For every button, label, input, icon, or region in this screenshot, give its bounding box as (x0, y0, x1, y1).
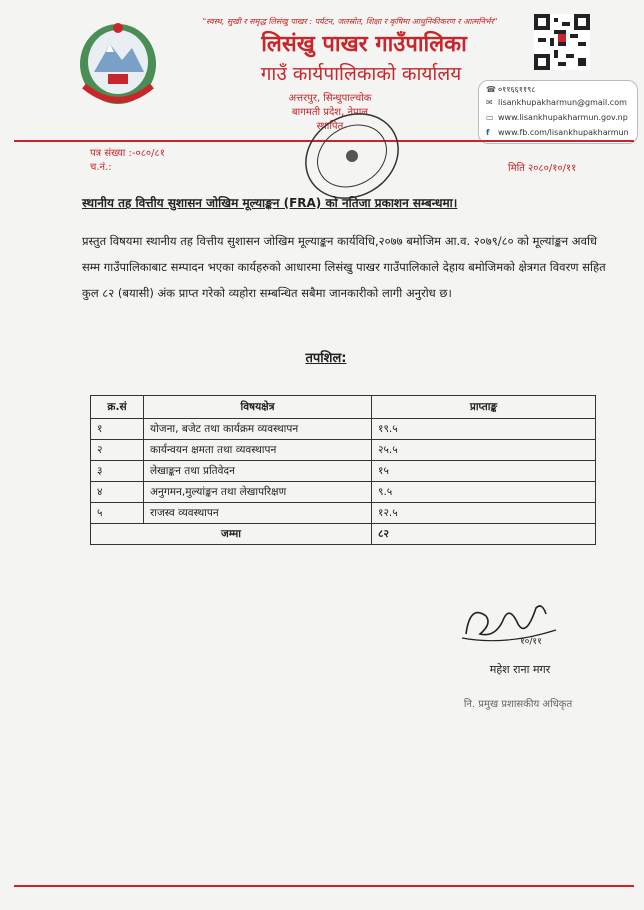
cell-score: १५ (372, 461, 596, 482)
column-header-sn: क्र.सं (91, 396, 144, 419)
phone-icon: ☎ (486, 85, 496, 94)
handwritten-signature (456, 594, 566, 654)
web-icon: ▭ (486, 113, 494, 122)
cell-area: लेखाङ्कन तथा प्रतिवेदन (144, 461, 372, 482)
signer-name: महेश राना मगर (489, 663, 551, 676)
cell-sn: ४ (91, 482, 144, 503)
cell-area: अनुगमन,मुल्यांङ्कन तथा लेखापरिक्षण (144, 482, 372, 503)
cell-score: ९.५ (372, 482, 596, 503)
cell-sn: २ (91, 440, 144, 461)
signer-designation: नि. प्रमुख प्रशासकीय अधिकृत (463, 699, 573, 710)
table-row (91, 419, 596, 440)
signature-date: १०/११ (520, 637, 542, 647)
qr-code (534, 14, 590, 70)
footer-divider (14, 885, 634, 887)
column-header-score: प्राप्ताङ्क (372, 396, 596, 419)
score-table (90, 395, 596, 545)
body-paragraph: प्रस्तुत विषयमा स्थानीय तह वित्तीय सुशासन जोखिम मूल्याङ्कन कार्यविधि,२०७७ बमोजिम आ.व. २०७९/८० को मूल्यांङ्कन अवधि सम्म गाउँपालिकाबाट सम्पादन भएका कार्यहरुको आधारमा लिसंखु पाखर गाउँपालिकाले देहाय बमोजिमको क्षेत्रगत विवरण सहित कुल ८२ (बयासी) अंक प्राप्त गरेको व्यहोरा सम्बन्धित सबैमा जानकारीको लागी अनुरोध छ। (82, 234, 606, 300)
letter-date: मिति २०८०/१०/११ (508, 163, 577, 174)
email-icon: ✉ (486, 98, 493, 107)
cell-score: १२.५ (372, 503, 596, 524)
table-row (91, 482, 596, 503)
table-heading: तपशिल: (305, 351, 347, 366)
table-row (91, 461, 596, 482)
contact-phone: ☎ ०११६६११९८ (486, 85, 536, 94)
address-line1: अत्तरपुर, सिन्धुपाल्चोक (288, 93, 372, 104)
table-row (91, 440, 596, 461)
emblem-logo (70, 14, 166, 110)
contact-email: ✉ lisankhupakharmun@gmail.com (486, 98, 627, 107)
total-value: ८२ (372, 524, 596, 545)
cell-sn: १ (91, 419, 144, 440)
total-label: जम्मा (91, 524, 372, 545)
column-header-area: विषयक्षेत्र (144, 396, 372, 419)
cell-score: १९.५ (372, 419, 596, 440)
subject-line: स्थानीय तह वित्तीय सुशासन जोखिम मूल्याङ्कन (FRA) को नतिजा प्रकाशन सम्बन्धमा। (82, 196, 458, 210)
municipality-name: लिसंखु पाखर गाउँपालिका (261, 32, 467, 57)
contact-website: ▭ www.lisankhupakharmun.gov.np (486, 113, 628, 122)
table-total-row (91, 524, 596, 545)
table-header-row (91, 396, 596, 419)
cell-sn: ५ (91, 503, 144, 524)
cell-score: २५.५ (372, 440, 596, 461)
address-line2: बागमती प्रदेश, नेपाल (291, 107, 369, 118)
dispatch-number: च.नं.: (90, 162, 112, 173)
cell-area: योजना, बजेट तथा कार्यक्रम व्यवस्थापन (144, 419, 372, 440)
facebook-icon: f (486, 128, 490, 137)
contact-facebook: f www.fb.com/lisankhupakharmun (486, 128, 629, 137)
office-stamp (300, 110, 405, 202)
cell-area: राजस्व व्यवस्थापन (144, 503, 372, 524)
motto: "स्वस्थ, सुखी र समृद्ध लिसंखु पाखर : पर्यटन, जलस्रोत, शिक्षा र कृषिमा आधुनिकीकरण र आत्मनिर्भर" (202, 17, 498, 26)
cell-area: कार्यन्वयन क्षमता तथा व्यवस्थापन (144, 440, 372, 461)
office-name: गाउँ कार्यपालिकाको कार्यालय (260, 63, 462, 85)
table-row (91, 503, 596, 524)
cell-sn: ३ (91, 461, 144, 482)
address-line3: स्थापित (316, 121, 344, 132)
letter-number: पत्र संख्या :-०८०/८१ (90, 148, 165, 159)
